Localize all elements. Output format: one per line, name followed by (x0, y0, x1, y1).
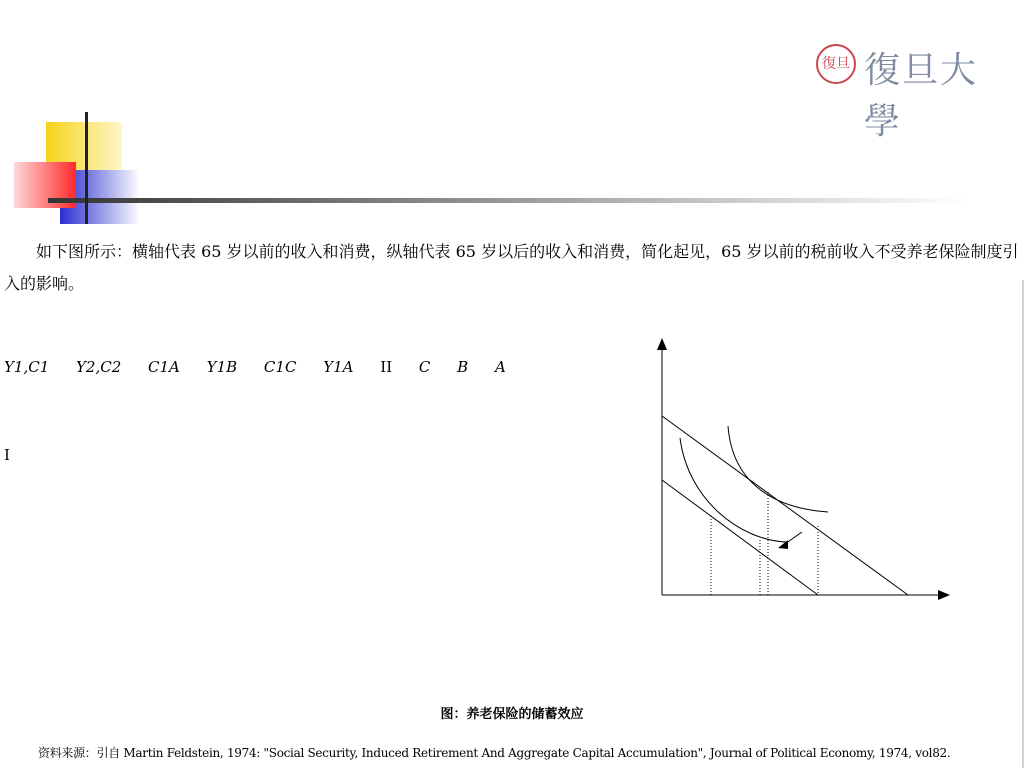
axis-label: II (380, 358, 393, 376)
axis-label: Y1B (206, 358, 238, 376)
savings-effect-diagram (640, 330, 960, 610)
label-I: I (4, 446, 10, 464)
university-name: 復旦大學 (864, 50, 979, 142)
figure-caption: 图：养老保险的储蓄效应 (440, 707, 584, 722)
axis-labels (4, 358, 528, 376)
indifference-curve-lower (680, 438, 786, 542)
axis-label: C1A (148, 358, 180, 376)
vertical-rule (85, 112, 88, 224)
seal-icon: 復旦 (816, 44, 856, 84)
axis-label: A (494, 358, 506, 376)
axis-label: B (457, 358, 469, 376)
axis-label: C1C (263, 358, 297, 376)
x-axis-arrowhead (938, 590, 950, 600)
budget-line-upper (662, 416, 908, 595)
intro-paragraph: 如下图所示：横轴代表 65 岁以前的收入和消费，纵轴代表 65 岁以后的收入和消费，简化起见，65 岁以前的税前收入不受养老保险制度引入的影响。 (4, 242, 1019, 293)
axis-label: Y1A (323, 358, 354, 376)
fudan-logo (816, 42, 986, 142)
indifference-curve-upper (728, 426, 828, 512)
axis-label: C (418, 358, 431, 376)
horizontal-rule (48, 198, 968, 203)
axis-label: Y2,C2 (76, 358, 122, 376)
y-axis-arrowhead (657, 338, 667, 350)
axis-label: Y1,C1 (4, 358, 50, 376)
source-citation: 资料来源：引自 Martin Feldstein, 1974: "Social Security, Induced Retirement And Aggregate Capital Accumulation", Journal of Political Economy, 1974, vol82. (38, 746, 951, 760)
decorative-header-graphic (0, 100, 1024, 240)
